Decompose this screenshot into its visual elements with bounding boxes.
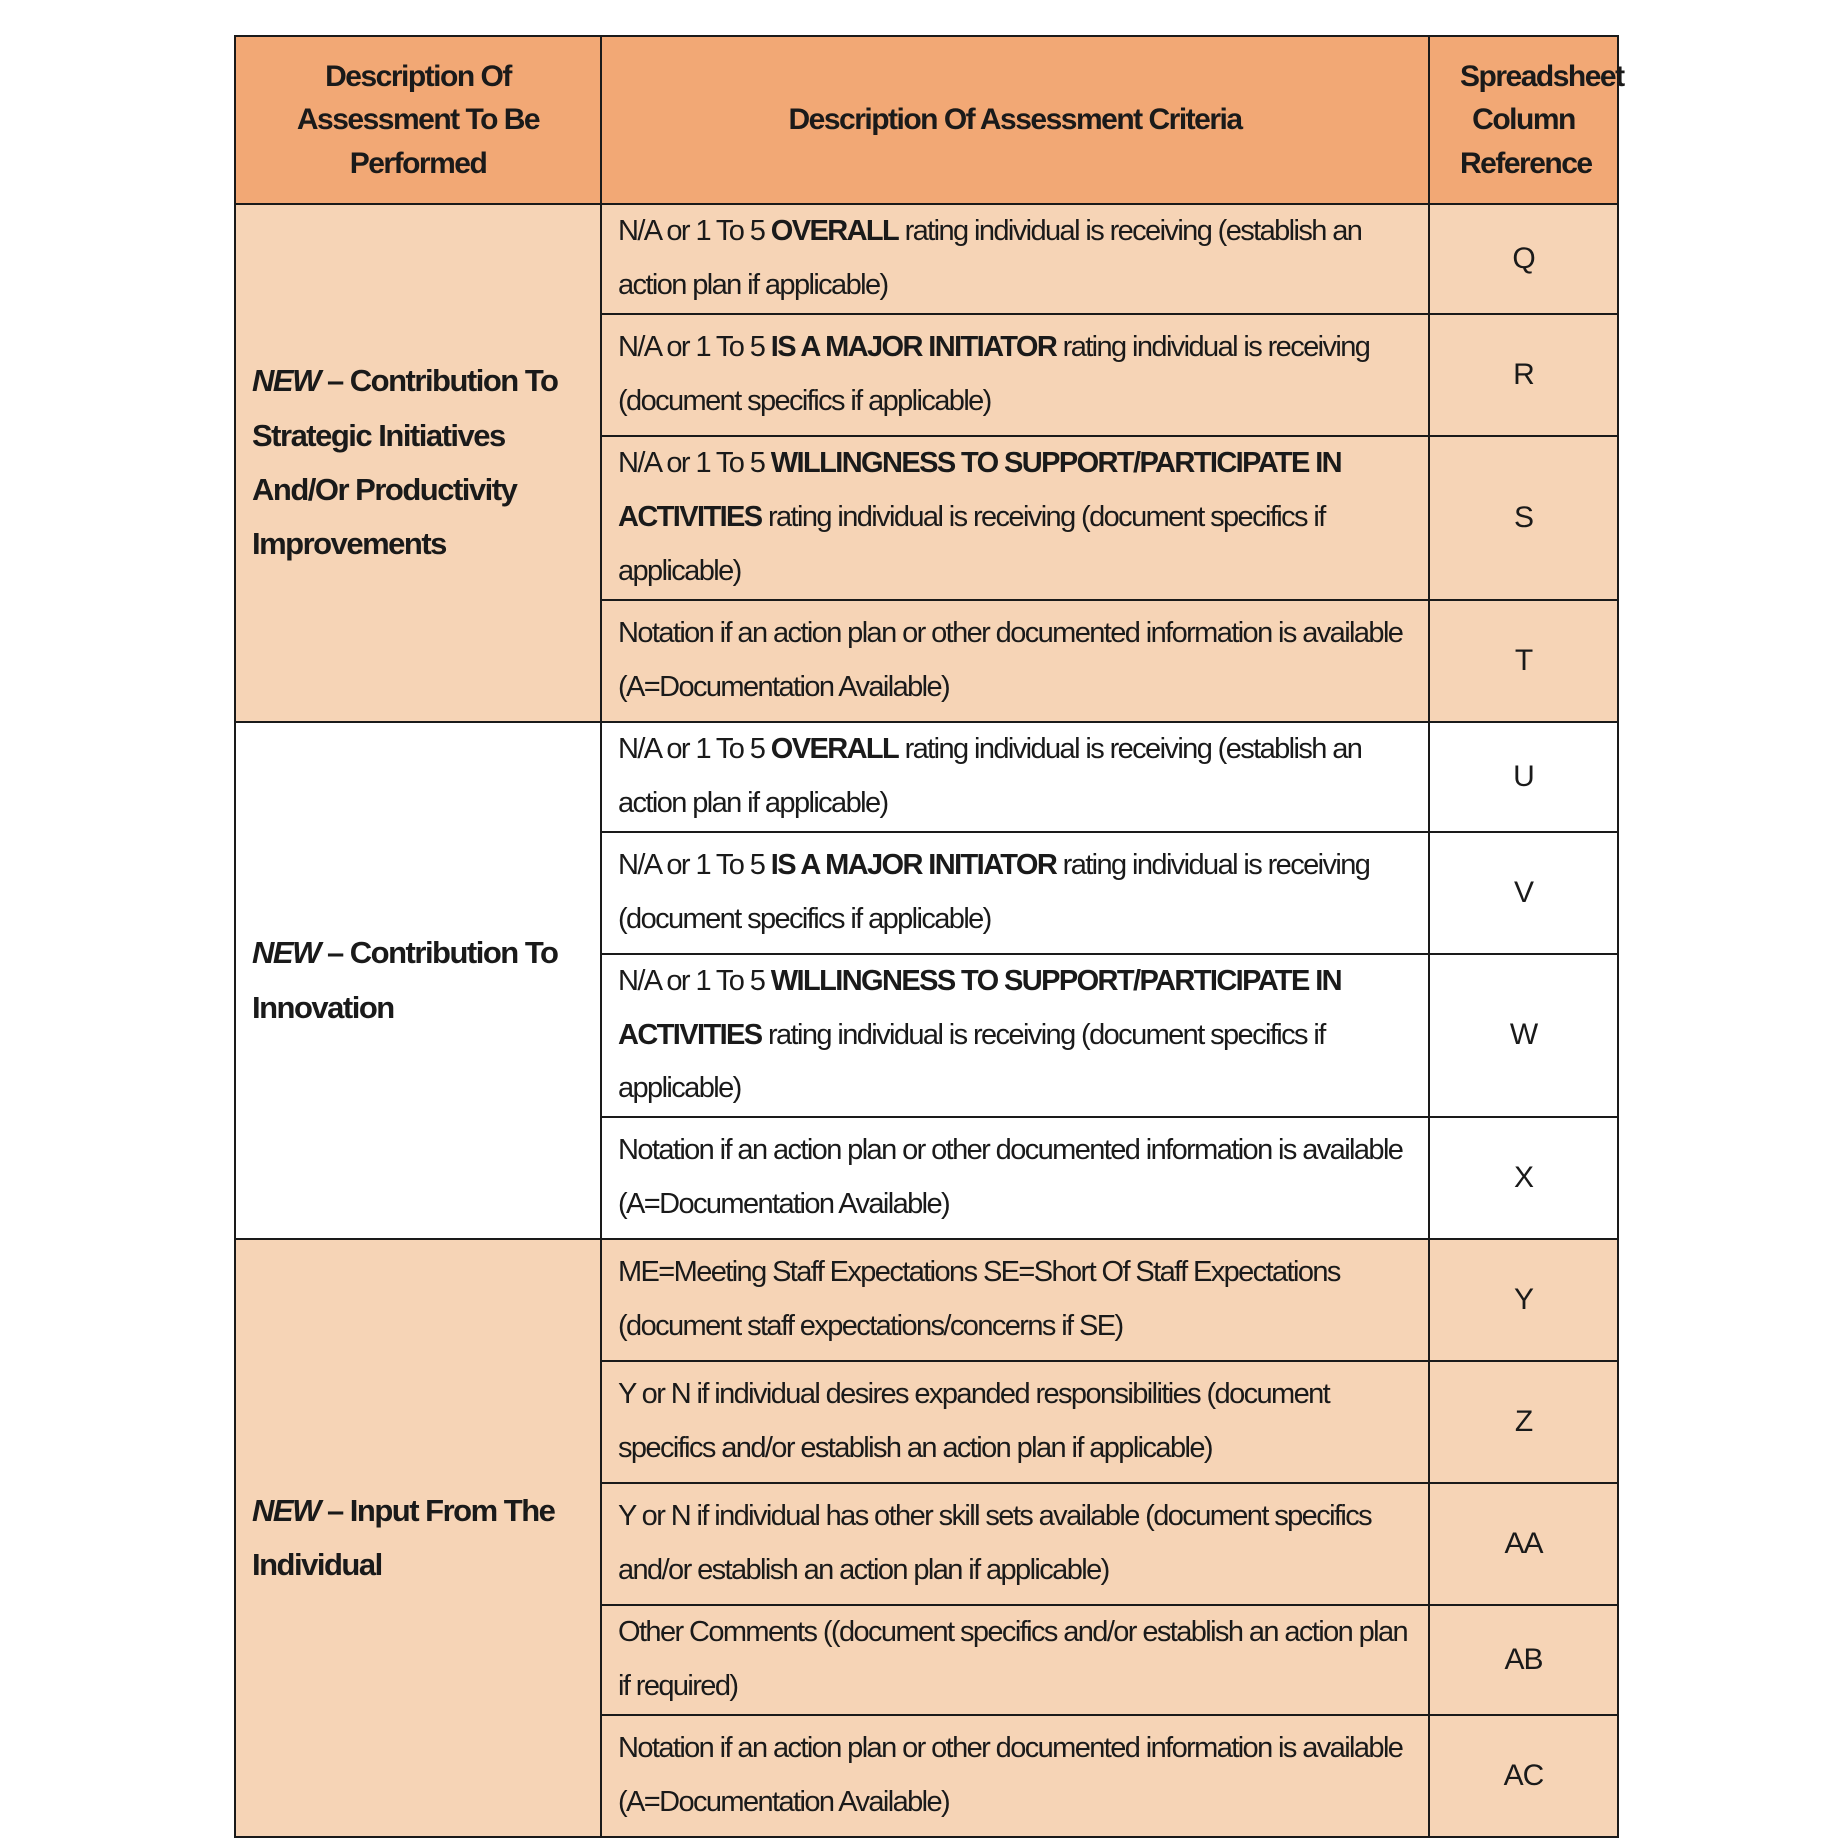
group-title-strategic-initiatives xyxy=(235,204,601,722)
header-assessment-description: Description Of Assessment To Be Performed xyxy=(235,36,601,204)
table-row xyxy=(235,1239,1618,1361)
group-title-text: – Contribution To Strategic Initiatives And/Or Productivity Improvements xyxy=(252,363,558,562)
header-row xyxy=(235,36,1618,204)
column-reference: Z xyxy=(1429,1361,1618,1483)
column-reference: AB xyxy=(1429,1605,1618,1715)
criteria-cell: Y or N if individual has other skill sets available (document specifics and/or establish an action plan if applicable) xyxy=(601,1483,1429,1605)
header-criteria-description: Description Of Assessment Criteria xyxy=(601,36,1429,204)
group-title-text: – Contribution To Innovation xyxy=(252,935,558,1025)
criteria-cell: N/A or 1 To 5 OVERALL rating individual is receiving (establish an action plan if applicable) xyxy=(601,722,1429,832)
new-tag: NEW xyxy=(252,363,320,399)
column-reference: AA xyxy=(1429,1483,1618,1605)
criteria-cell: Other Comments ((document specifics and/or establish an action plan if required) xyxy=(601,1605,1429,1715)
new-tag: NEW xyxy=(252,935,320,971)
column-reference: R xyxy=(1429,314,1618,436)
column-reference: Y xyxy=(1429,1239,1618,1361)
column-reference: AC xyxy=(1429,1715,1618,1837)
table-row xyxy=(235,722,1618,832)
group-title-text: – Input From The Individual xyxy=(252,1493,555,1583)
column-reference: Q xyxy=(1429,204,1618,314)
criteria-cell: Notation if an action plan or other documented information is available (A=Documentation Available) xyxy=(601,1715,1429,1837)
criteria-cell: N/A or 1 To 5 IS A MAJOR INITIATOR rating individual is receiving (document specifics if applicable) xyxy=(601,314,1429,436)
new-tag: NEW xyxy=(252,1493,320,1529)
column-reference: W xyxy=(1429,954,1618,1118)
column-reference: U xyxy=(1429,722,1618,832)
assessment-table xyxy=(234,35,1624,1838)
column-reference: S xyxy=(1429,436,1618,600)
criteria-cell: Y or N if individual desires expanded responsibilities (document specifics and/or establish an action plan if applicable) xyxy=(601,1361,1429,1483)
criteria-cell: N/A or 1 To 5 WILLINGNESS TO SUPPORT/PARTICIPATE IN ACTIVITIES rating individual is receiving (document specifics if applicable) xyxy=(601,954,1429,1118)
group-title-input-from-individual xyxy=(235,1239,601,1837)
criteria-cell: ME=Meeting Staff Expectations SE=Short Of Staff Expectations (document staff expectations/concerns if SE) xyxy=(601,1239,1429,1361)
criteria-cell: N/A or 1 To 5 OVERALL rating individual is receiving (establish an action plan if applicable) xyxy=(601,204,1429,314)
group-title-innovation xyxy=(235,722,601,1240)
column-reference: X xyxy=(1429,1117,1618,1239)
table-row xyxy=(235,204,1618,314)
criteria-cell: Notation if an action plan or other documented information is available (A=Documentation Available) xyxy=(601,600,1429,722)
criteria-cell: Notation if an action plan or other documented information is available (A=Documentation Available) xyxy=(601,1117,1429,1239)
criteria-cell: N/A or 1 To 5 IS A MAJOR INITIATOR rating individual is receiving (document specifics if applicable) xyxy=(601,832,1429,954)
criteria-cell: N/A or 1 To 5 WILLINGNESS TO SUPPORT/PARTICIPATE IN ACTIVITIES rating individual is receiving (document specifics if applicable) xyxy=(601,436,1429,600)
header-column-reference: Spreadsheet Column Reference xyxy=(1429,36,1618,204)
column-reference: T xyxy=(1429,600,1618,722)
column-reference: V xyxy=(1429,832,1618,954)
